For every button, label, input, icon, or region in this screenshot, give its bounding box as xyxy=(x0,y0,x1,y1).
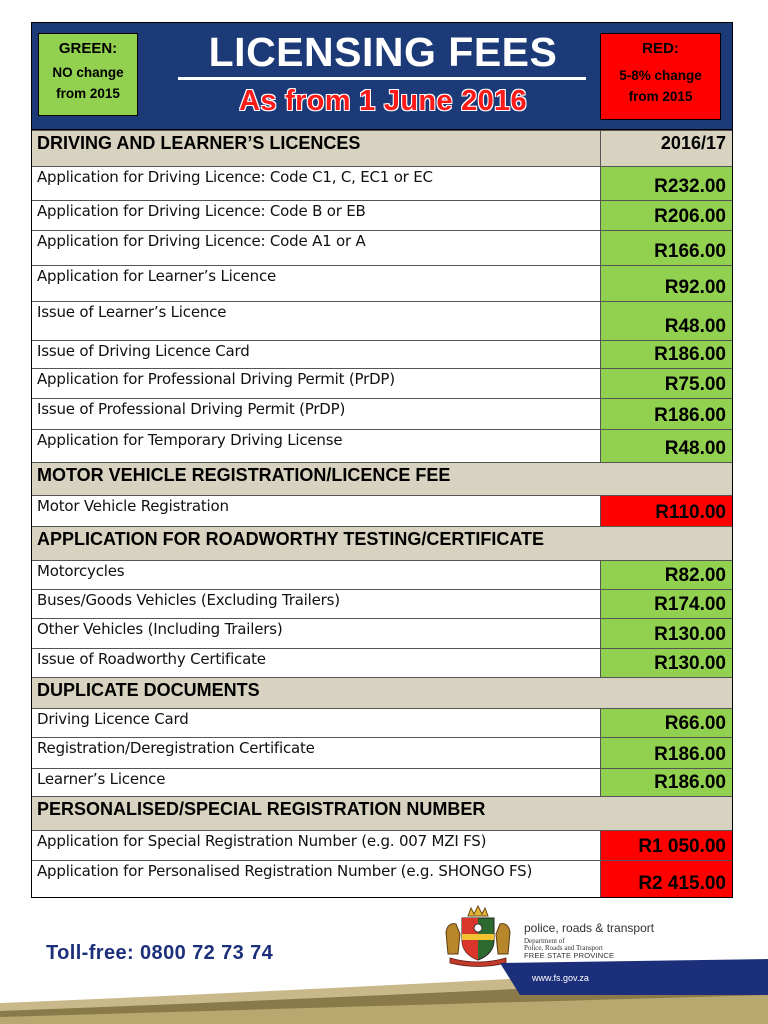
legend-red-text: 5-8% change from 2015 xyxy=(619,68,702,104)
table-row xyxy=(32,589,732,618)
fee-item-label: Application for Special Registration Number (e.g. 007 MZI FS) xyxy=(37,832,487,850)
fee-item-label: Registration/Deregistration Certificate xyxy=(37,739,315,757)
section-title: APPLICATION FOR ROADWORTHY TESTING/CERTIFICATE xyxy=(37,529,544,549)
fee-cell xyxy=(601,167,732,200)
table-row xyxy=(32,368,732,398)
department-line-3: FREE STATE PROVINCE xyxy=(524,951,615,960)
year-header: 2016/17 xyxy=(660,133,726,153)
fee-value: R66.00 xyxy=(664,713,726,734)
fee-item-label: Driving Licence Card xyxy=(37,710,189,728)
fee-item-label: Other Vehicles (Including Trailers) xyxy=(37,620,283,638)
fee-cell xyxy=(601,861,732,897)
fee-value: R82.00 xyxy=(664,565,726,586)
section-title: MOTOR VEHICLE REGISTRATION/LICENCE FEE xyxy=(37,465,451,485)
fee-item-label: Issue of Professional Driving Permit (PrDP) xyxy=(37,400,346,418)
fee-item-label: Application for Driving Licence: Code C1, C, EC1 or EC xyxy=(37,168,433,186)
fee-item-label: Buses/Goods Vehicles (Excluding Trailers) xyxy=(37,591,340,609)
legend-green-text: NO change from 2015 xyxy=(52,65,124,101)
fee-value: R186.00 xyxy=(654,744,726,765)
section-title: DUPLICATE DOCUMENTS xyxy=(37,680,260,700)
fee-cell xyxy=(601,266,732,301)
legend-red xyxy=(600,33,721,120)
fee-value: R130.00 xyxy=(654,653,726,674)
table-row xyxy=(32,618,732,648)
fee-cell xyxy=(601,341,732,368)
fee-cell xyxy=(601,649,732,677)
department-line-2: Police, Roads and Transport xyxy=(524,944,603,952)
fee-cell xyxy=(601,561,732,589)
section-title: DRIVING AND LEARNER’S LICENCES xyxy=(37,133,361,153)
fee-cell xyxy=(601,430,732,462)
table-row xyxy=(32,708,732,737)
fee-cell xyxy=(601,831,732,860)
fee-value: R186.00 xyxy=(654,344,726,365)
fee-item-label: Application for Driving Licence: Code B or EB xyxy=(37,202,366,220)
title-underline xyxy=(178,77,586,80)
fee-value: R174.00 xyxy=(654,594,726,615)
fee-value: R186.00 xyxy=(654,405,726,426)
fee-value: R130.00 xyxy=(654,624,726,645)
section-header-motor-vehicle-registration xyxy=(32,462,732,495)
fee-cell xyxy=(601,302,732,340)
fee-item-label: Application for Temporary Driving License xyxy=(37,431,343,449)
fee-item-label: Motor Vehicle Registration xyxy=(37,497,229,515)
fee-cell xyxy=(601,399,732,429)
table-row xyxy=(32,398,732,429)
section-title: PERSONALISED/SPECIAL REGISTRATION NUMBER xyxy=(37,799,486,819)
fee-item-label: Issue of Roadworthy Certificate xyxy=(37,650,266,668)
table-row xyxy=(32,737,732,768)
section-header-duplicate-documents xyxy=(32,677,732,708)
table-row xyxy=(32,265,732,301)
department-line-1: Department of xyxy=(524,937,565,945)
section-header-roadworthy-testing xyxy=(32,526,732,560)
fee-cell xyxy=(601,769,732,796)
table-row xyxy=(32,200,732,230)
fee-item-label: Motorcycles xyxy=(37,562,125,580)
fee-item-label: Issue of Learner’s Licence xyxy=(37,303,227,321)
section-header-driving-licences xyxy=(32,130,732,166)
fee-item-label: Learner’s Licence xyxy=(37,770,166,788)
footer-swoosh xyxy=(0,955,768,1024)
table-row xyxy=(32,830,732,860)
fee-value: R48.00 xyxy=(664,438,726,459)
fee-value: R92.00 xyxy=(664,277,726,298)
table-row xyxy=(32,495,732,526)
fee-item-label: Application for Learner’s Licence xyxy=(37,267,277,285)
fee-value: R2 415.00 xyxy=(638,873,726,894)
fee-cell xyxy=(601,590,732,618)
tollfree-number: Toll-free: 0800 72 73 74 xyxy=(46,942,274,964)
header-banner xyxy=(31,22,733,130)
fee-cell xyxy=(601,738,732,768)
fee-value: R186.00 xyxy=(654,772,726,793)
table-row xyxy=(32,166,732,200)
fee-table xyxy=(31,130,733,898)
table-row xyxy=(32,768,732,796)
fee-item-label: Issue of Driving Licence Card xyxy=(37,342,250,360)
table-row xyxy=(32,429,732,462)
section-header-special-registration xyxy=(32,796,732,830)
fee-value: R206.00 xyxy=(654,206,726,227)
table-row xyxy=(32,648,732,677)
fee-item-label: Application for Driving Licence: Code A1 or A xyxy=(37,232,366,250)
table-row xyxy=(32,301,732,340)
legend-red-title: RED: xyxy=(642,40,679,57)
fee-cell xyxy=(601,496,732,526)
table-row xyxy=(32,860,732,897)
page-subtitle: As from 1 June 2016 xyxy=(239,85,527,117)
table-row xyxy=(32,340,732,368)
fee-value: R48.00 xyxy=(664,316,726,337)
table-row xyxy=(32,230,732,265)
fee-item-label: Application for Personalised Registration Number (e.g. SHONGO FS) xyxy=(37,862,533,880)
department-name: police, roads & transport xyxy=(524,921,655,935)
fee-item-label: Application for Professional Driving Permit (PrDP) xyxy=(37,370,395,388)
fee-cell xyxy=(601,369,732,398)
fee-cell xyxy=(601,709,732,737)
legend-green-title: GREEN: xyxy=(58,40,118,57)
table-row xyxy=(32,560,732,589)
fee-cell xyxy=(601,619,732,648)
website-link[interactable]: www.fs.gov.za xyxy=(532,973,589,983)
fee-value: R232.00 xyxy=(654,176,726,197)
fee-value: R166.00 xyxy=(654,241,726,262)
legend-green xyxy=(38,33,138,116)
page-title: LICENSING FEES xyxy=(208,29,558,75)
fee-cell xyxy=(601,231,732,265)
fee-cell xyxy=(601,201,732,230)
fee-value: R110.00 xyxy=(655,502,726,523)
fee-value: R75.00 xyxy=(664,374,726,395)
fee-value: R1 050.00 xyxy=(638,836,726,857)
